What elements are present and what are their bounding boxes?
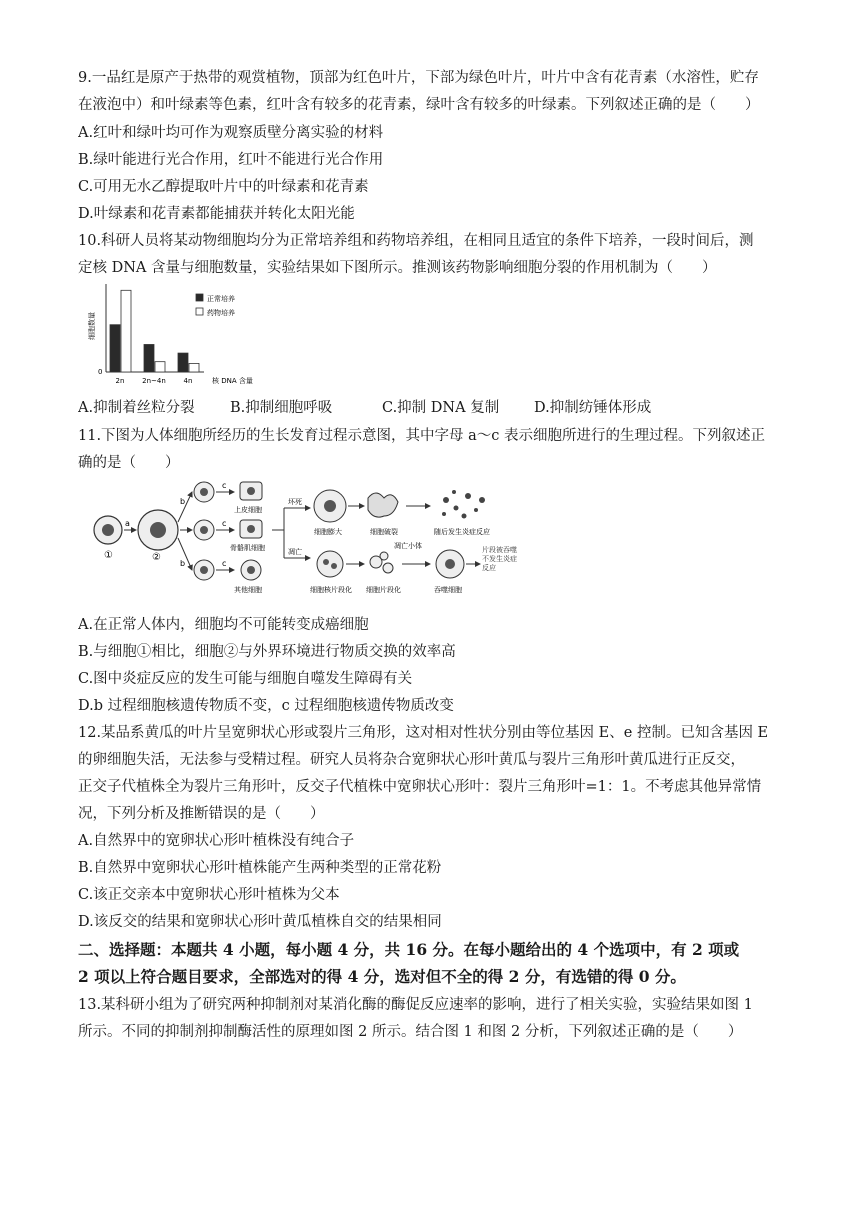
q12-stem-line-2: 的卵细胞失活，无法参与受精过程。研究人员将杂合宽卵状心形叶黄瓜与裂片三角形叶黄瓜进行正反交， [78, 752, 745, 768]
x-axis-label: 核 DNA 含量 [212, 377, 253, 385]
x-tick-label: 4n [183, 377, 193, 385]
cell-1-nucleus [102, 524, 114, 536]
epithelial-cell-label: 上皮细胞 [234, 506, 262, 514]
inflammation-label: 随后发生炎症反应 [434, 528, 490, 536]
apoptotic-body-label: 凋亡小体 [394, 542, 422, 550]
q9-option-c: C.可用无水乙醇提取叶片中的叶绿素和花青素 [78, 179, 369, 195]
process-c-label-1: c [222, 481, 227, 490]
q12-option-d: D.该反交的结果和宽卵状心形叶黄瓜植株自交的结果相同 [78, 914, 442, 930]
q12-option-a: A.自然界中的宽卵状心形叶植株没有纯合子 [78, 833, 355, 849]
legend-swatch [196, 294, 203, 301]
q10-stem-line-2: 定核 DNA 含量与细胞数量，实验结果如下图所示。推测该药物影响细胞分裂的作用机制为（ ） [78, 260, 717, 276]
q9-option-a: A.红叶和绿叶均可作为观察质壁分离实验的材料 [78, 125, 384, 141]
q11-stem-line-1: 11.下图为人体细胞所经历的生长发育过程示意图，其中字母 a～c 表示细胞所进行的生理过程。下列叙述正 [78, 428, 766, 444]
bar-2n-drug [121, 290, 131, 372]
bar-2n-normal [110, 325, 120, 372]
q11-cell-diagram-svg [84, 478, 524, 606]
section-2-heading-line-1: 二、选择题：本题共 4 小题，每小题 4 分，共 16 分。在每小题给出的 4 个选项中，有 2 项或 [78, 940, 740, 959]
legend-label: 药物培养 [207, 309, 235, 317]
x-tick-label: 2n~4n [142, 377, 166, 385]
q11-option-b: B.与细胞①相比，细胞②与外界环境进行物质交换的效率高 [78, 644, 456, 660]
process-a-label: a [125, 519, 130, 528]
q10-option-a: A.抑制着丝粒分裂 [78, 400, 195, 416]
q9-stem-line-2: 在液泡中）和叶绿素等色素，红叶含有较多的花青素，绿叶含有较多的叶绿素。下列叙述正确的是（ ） [78, 97, 760, 113]
cell-2-nucleus [150, 522, 166, 538]
bar-2n~4n-drug [155, 362, 165, 372]
process-c-label-3: c [222, 559, 227, 568]
legend-swatch [196, 308, 203, 315]
origin-label: 0 [98, 368, 103, 376]
q10-option-b: B.抑制细胞呼吸 [230, 400, 333, 416]
section-2-heading-line-2: 2 项以上符合题目要求，全部选对的得 4 分，选对但不全的得 2 分，有选错的得 0 分。 [78, 967, 686, 986]
q10-option-d: D.抑制纺锤体形成 [534, 400, 652, 416]
q11-option-d: D.b 过程细胞核遗传物质不变，c 过程细胞核遗传物质改变 [78, 698, 454, 714]
x-tick-label: 2n [115, 377, 125, 385]
bar-4n-normal [178, 353, 188, 372]
q11-cell-diagram [84, 478, 524, 606]
nucleus-fragmentation-label: 细胞核片段化 [310, 586, 352, 594]
apoptosis-label: 凋亡 [288, 548, 302, 556]
muscle-cell-label: 骨骼肌细胞 [230, 544, 265, 552]
y-axis-label: 细胞数量 [88, 312, 96, 340]
q11-option-c: C.图中炎症反应的发生可能与细胞自噬发生障碍有关 [78, 671, 413, 687]
q13-stem-line-2: 所示。不同的抑制剂抑制酶活性的原理如图 2 所示。结合图 1 和图 2 分析，下列叙述正确的是（ ） [78, 1024, 743, 1040]
phagocyte-label: 吞噬细胞 [434, 586, 462, 594]
necrosis-label: 坏死 [288, 498, 302, 506]
q11-option-a: A.在正常人体内，细胞均不可能转变成癌细胞 [78, 617, 369, 633]
process-b-label-1: b [180, 497, 186, 506]
cell-1-label: ① [104, 550, 113, 561]
engulfed-label: 片段被吞噬不发生炎症反应 [482, 546, 517, 572]
q10-dna-chart [84, 282, 284, 390]
q9-stem-line-1: 9.一品红是原产于热带的观赏植物，顶部为红色叶片，下部为绿色叶片，叶片中含有花青素（水溶性，贮存 [78, 70, 759, 86]
q9-option-b: B.绿叶能进行光合作用，红叶不能进行光合作用 [78, 152, 384, 168]
q12-stem-line-1: 12.某品系黄瓜的叶片呈宽卵状心形或裂片三角形，这对相对性状分别由等位基因 E、e 控制。已知含基因 E [78, 725, 769, 741]
rupture-label: 细胞破裂 [370, 528, 398, 536]
bar-4n-drug [189, 363, 199, 372]
other-cell-label: 其他细胞 [234, 586, 262, 594]
legend-label: 正常培养 [207, 295, 235, 303]
q10-stem-line-1: 10.科研人员将某动物细胞均分为正常培养组和药物培养组，在相同且适宜的条件下培养，一段时间后，测 [78, 233, 754, 249]
q11-stem-line-2: 确的是（ ） [78, 455, 180, 471]
q13-stem-line-1: 13.某科研小组为了研究两种抑制剂对某消化酶的酶促反应速率的影响，进行了相关实验，实验结果如图 1 [78, 997, 753, 1013]
q10-option-c: C.抑制 DNA 复制 [382, 400, 500, 416]
bar-2n~4n-normal [144, 344, 154, 372]
cell-2-label: ② [152, 552, 161, 563]
q12-stem-line-3: 正交子代植株全为裂片三角形叶，反交子代植株中宽卵状心形叶：裂片三角形叶=1：1。不考虑其他异常情 [78, 779, 762, 795]
swelling-label: 细胞膨大 [314, 528, 342, 536]
process-b-label-2: b [180, 559, 186, 568]
q9-option-d: D.叶绿素和花青素都能捕获并转化太阳光能 [78, 206, 355, 222]
q12-option-c: C.该正交亲本中宽卵状心形叶植株为父本 [78, 887, 340, 903]
q12-stem-line-4: 况，下列分析及推断错误的是（ ） [78, 806, 325, 822]
q10-options-row [78, 398, 788, 418]
q12-option-b: B.自然界中宽卵状心形叶植株能产生两种类型的正常花粉 [78, 860, 442, 876]
process-c-label-2: c [222, 519, 227, 528]
q10-dna-chart-svg [84, 282, 284, 390]
cell-fragmentation-label: 细胞片段化 [366, 586, 401, 594]
